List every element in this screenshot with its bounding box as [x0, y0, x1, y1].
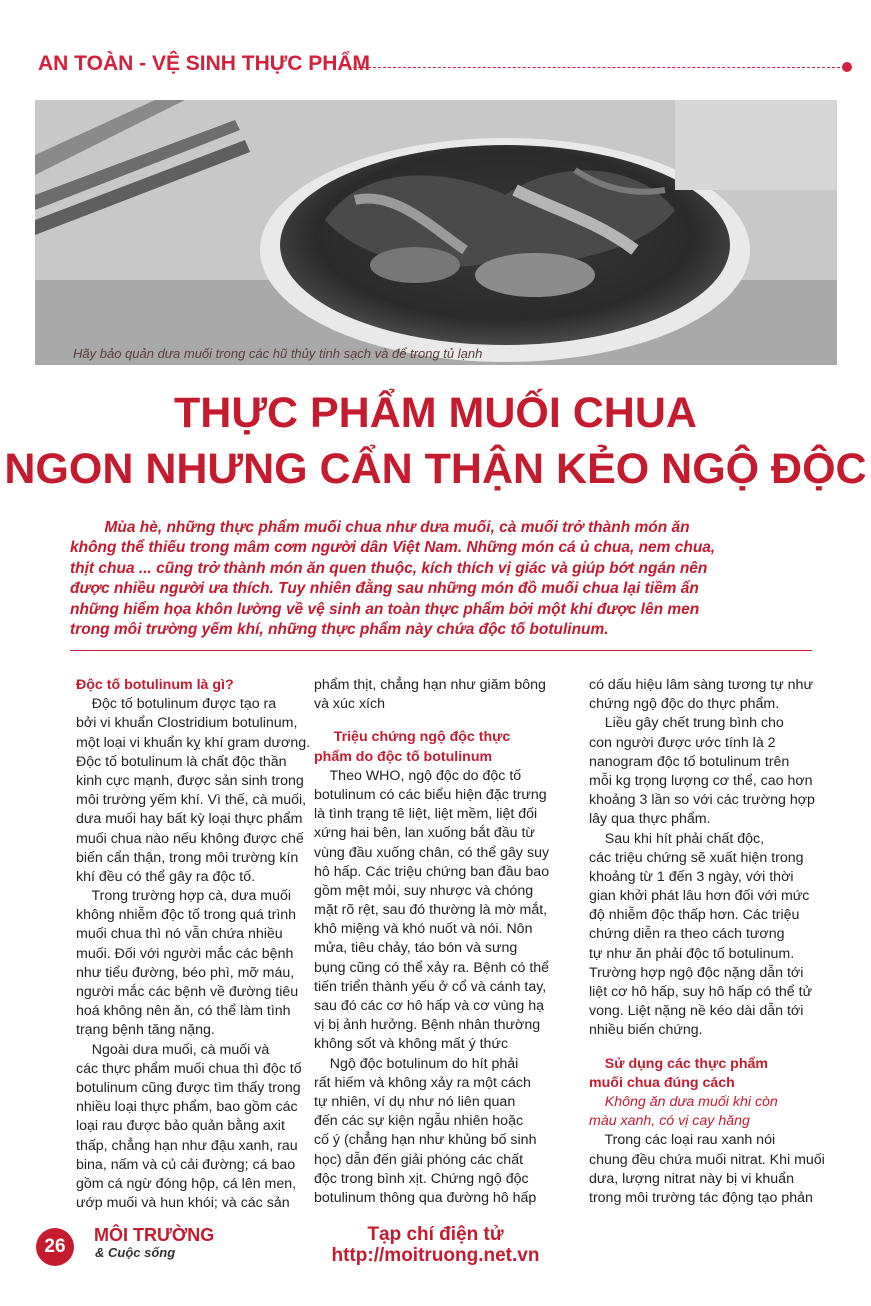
photo-caption: Hãy bảo quản dưa muối trong các hũ thủy tinh sạch và để trong tủ lạnh [73, 346, 483, 361]
body-text-line: xứng hai bên, lan xuống bắt đầu từ [314, 825, 535, 842]
body-text-line: cố ý (chẳng hạn như khủng bố sinh [314, 1132, 537, 1149]
body-text-line: đến các sự kiện ngẫu nhiên hoặc [314, 1113, 524, 1130]
body-text-line: Sau khi hít phải chất độc, [589, 830, 765, 847]
section-header [38, 52, 848, 84]
body-text-line: gian khởi phát lâu hơn đối với mức [589, 888, 810, 905]
body-text-line: nhiều loại thực phẩm, bao gồm các [76, 1099, 298, 1116]
page-number: 26 [36, 1228, 74, 1266]
body-text-line: trạng bệnh tăng nặng. [76, 1022, 215, 1039]
headline-line-1: THỰC PHẨM MUỐI CHUA [174, 389, 697, 437]
body-text-line: khoảng 3 lần so với các trường hợp [589, 792, 815, 809]
body-column-2 [314, 676, 570, 1208]
body-text-line: muối chua thì nó vẫn chứa nhiều [76, 926, 283, 943]
footer-tagline: Tạp chí điện tử [367, 1224, 504, 1245]
body-text-line: khô miệng và khó nuốt và nói. Nôn [314, 921, 533, 938]
subheading-line: Độc tố botulinum là gì? [76, 677, 234, 693]
lead-line: những hiểm họa khôn lường về vệ sinh an toàn thực phẩm bởi một khi được lên men [70, 600, 700, 618]
lead-line: thịt chua ... cũng trở thành món ăn quen thuộc, kích thích vị giác và giúp bớt ngán nên [70, 559, 708, 577]
body-text-line: kinh cực mạnh, được sản sinh trong [76, 772, 304, 789]
body-text-line: một loại vi khuẩn kỵ khí gram dương. [76, 734, 311, 751]
magazine-logo-line-1: MÔI TRƯỜNG [94, 1225, 215, 1245]
subheading-line: muối chua đúng cách [589, 1074, 735, 1091]
body-text-line: trong môi trường tác động tạo phản [589, 1189, 813, 1206]
body-text-line: người mắc các bệnh về đường tiêu [76, 984, 299, 1000]
body-text-line: lây qua thực phẩm. [589, 811, 711, 828]
body-text-line: con người được ước tính là 2 [589, 734, 776, 751]
body-text-line: chung đều chứa muối nitrat. Khi muối [589, 1151, 825, 1168]
lead-rule [70, 650, 812, 651]
magazine-logo-line-2: & Cuộc sống [95, 1245, 176, 1260]
body-text-line: tự nhiên, ví dụ như nó liên quan [314, 1093, 516, 1110]
body-text-line: Độc tố botulinum là chất độc thần [76, 753, 287, 770]
lead-line: được nhiều người ưa thích. Tuy nhiên đằng sau những món đồ muối chua lại tiềm ẩn [70, 580, 699, 598]
section-title: AN TOÀN - VỆ SINH THỰC PHẨM [38, 52, 371, 75]
body-text-line: Trong các loại rau xanh nói [589, 1132, 776, 1149]
body-text-line: nanogram độc tố botulinum trên [589, 753, 790, 770]
pickled-vegetables-bowl-illustration [35, 100, 837, 365]
body-column-1 [76, 676, 311, 1213]
body-text-line: các thực phẩm muối chua thì độc tố [76, 1060, 302, 1077]
body-text-line: không nhiễm độc tố trong quá trình [76, 907, 297, 924]
section-rule [353, 67, 845, 68]
body-text-line: biến cẩn thận, trong môi trường kín [76, 849, 299, 866]
body-text-line: Ngoài dưa muối, cà muối và [76, 1041, 270, 1058]
body-text-line: Độc tố botulinum được tạo ra [76, 696, 277, 713]
body-column-3 [589, 676, 846, 1208]
lead-line: không thể thiếu trong mâm cơm người dân Việt Nam. Những món cá ủ chua, nem chua, [70, 539, 716, 557]
body-text-line: bụng cũng có thể xảy ra. Bệnh có thể [314, 959, 550, 976]
body-text-line: botulinum cũng được tìm thấy trong [76, 1079, 301, 1096]
body-text-line: Ngộ độc botulinum do hít phải [314, 1055, 519, 1072]
body-text-line: hô hấp. Các triệu chứng ban đầu bao [314, 863, 550, 880]
body-text-line: vị bị ảnh hưởng. Bệnh nhân thường [314, 1017, 541, 1034]
footer-url-link[interactable]: http://moitruong.net.vn [331, 1245, 540, 1266]
article-photo [35, 100, 837, 365]
body-text-line: khoảng từ 1 đến 3 ngày, với thời [589, 868, 794, 885]
body-text-line: học) dẫn đến giải phóng các chất [314, 1151, 524, 1168]
body-text-line: Trong trường hợp cà, dưa muối [76, 888, 292, 905]
body-text-line: liệt cơ hô hấp, suy hô hấp có thể tử [589, 984, 813, 1000]
body-text-line: vong. Liệt nặng nề kéo dài dẫn tới [589, 1003, 804, 1020]
body-text-line: không sốt và không mất ý thức [314, 1036, 509, 1053]
body-text-line: Theo WHO, ngộ độc do độc tố [314, 767, 522, 784]
section-dot [842, 62, 852, 72]
subheading-line: Triệu chứng ngộ độc thực [314, 729, 511, 746]
body-text-line: phẩm thịt, chẳng hạn như giăm bông [314, 677, 546, 693]
body-text-line: botulinum thông qua đường hô hấp [314, 1189, 537, 1206]
body-text-line: mặt rõ rệt, sau đó thường là mờ mắt, [314, 902, 548, 919]
body-text-line: các triệu chứng sẽ xuất hiện trong [589, 849, 804, 866]
body-text-line: muối. Đối với người mắc các bệnh [76, 945, 294, 962]
body-text-line: khí đều có thể gây ra độc tố. [76, 868, 256, 885]
body-text-line: muối chua nào nếu không được chế [76, 830, 304, 847]
italic-subheading-line: Không ăn dưa muối khi còn [589, 1093, 778, 1110]
italic-subheading-line: màu xanh, có vị cay hăng [589, 1113, 750, 1130]
body-text-line: độc trong bình xịt. Chứng ngộ độc [314, 1170, 529, 1187]
body-text-line: dưa muối hay bất kỳ loại thực phẩm [76, 811, 303, 828]
paragraph-gap [589, 1041, 846, 1055]
body-text-line: thấp, chẳng hạn như đậu xanh, rau [76, 1137, 298, 1154]
body-text-line: bina, nấm và củ cải đường; cá bao [76, 1156, 296, 1173]
lead-line: Mùa hè, những thực phẩm muối chua như dưa muối, cà muối trở thành món ăn [70, 519, 690, 536]
body-text-line: vùng đầu xuống chân, có thể gây suy [314, 844, 550, 861]
body-text-line: là tình trạng tê liệt, liệt mềm, liệt đối [314, 806, 538, 823]
body-text-line: chứng diễn ra theo cách tương [589, 926, 785, 943]
body-text-line: dưa, lượng nitrat này bị vi khuẩn [589, 1170, 794, 1187]
body-text-line: như tiểu đường, béo phì, mỡ máu, [76, 964, 295, 981]
body-text-line: Liều gây chết trung bình cho [589, 715, 784, 732]
body-text-line: nhiều biến chứng. [589, 1022, 703, 1039]
body-text-line: tự như ăn phải độc tố botulinum. [589, 945, 795, 962]
body-text-line: gồm mệt mỏi, suy nhược và chóng [314, 882, 534, 899]
lead-line: trong môi trường yếm khí, những thực phẩm này chứa độc tố botulinum. [70, 620, 609, 638]
paragraph-gap [314, 714, 570, 728]
body-text-line: Trường hợp ngộ độc nặng dẫn tới [589, 964, 804, 981]
body-text-line: tiến triển thành yếu ở cổ và cánh tay, [314, 978, 547, 995]
body-text-line: gồm cá ngừ đóng hộp, cá lên men, [76, 1175, 297, 1192]
body-text-line: bởi vi khuẩn Clostridium botulinum, [76, 715, 298, 732]
headline-line-2: NGON NHƯNG CẨN THẬN KẺO NGỘ ĐỘC [4, 445, 867, 493]
body-text-line: rất hiếm và không xảy ra một cách [314, 1074, 531, 1091]
body-text-line: chứng ngộ độc do thực phẩm. [589, 696, 780, 713]
body-text-line: loại rau được bảo quản bằng axit [76, 1118, 285, 1135]
body-text-line: ướp muối và hun khói; và các sản [76, 1195, 290, 1212]
body-text-line: có dấu hiệu lâm sàng tương tự như [589, 677, 813, 693]
body-text-line: độ nhiễm độc thấp hơn. Các triệu [589, 907, 800, 924]
body-text-line: botulinum có các biểu hiện đặc trưng [314, 786, 547, 803]
body-text-line: mỗi kg trọng lượng cơ thể, cao hơn [589, 772, 813, 789]
lead-paragraph [70, 518, 812, 640]
body-text-line: hoá không nên ăn, có thể làm tình [76, 1003, 291, 1020]
subheading-line: phẩm do độc tố botulinum [314, 748, 493, 765]
body-text-line: mửa, tiêu chảy, táo bón và sưng [314, 940, 518, 957]
body-text-line: sau đó các cơ hô hấp và cơ vùng hạ [314, 998, 544, 1014]
body-text-line: và xúc xích [314, 696, 385, 713]
body-text-line: môi trường yếm khí. Vì thế, cà muối, [76, 792, 307, 809]
subheading-line: Sử dụng các thực phẩm [589, 1055, 768, 1072]
